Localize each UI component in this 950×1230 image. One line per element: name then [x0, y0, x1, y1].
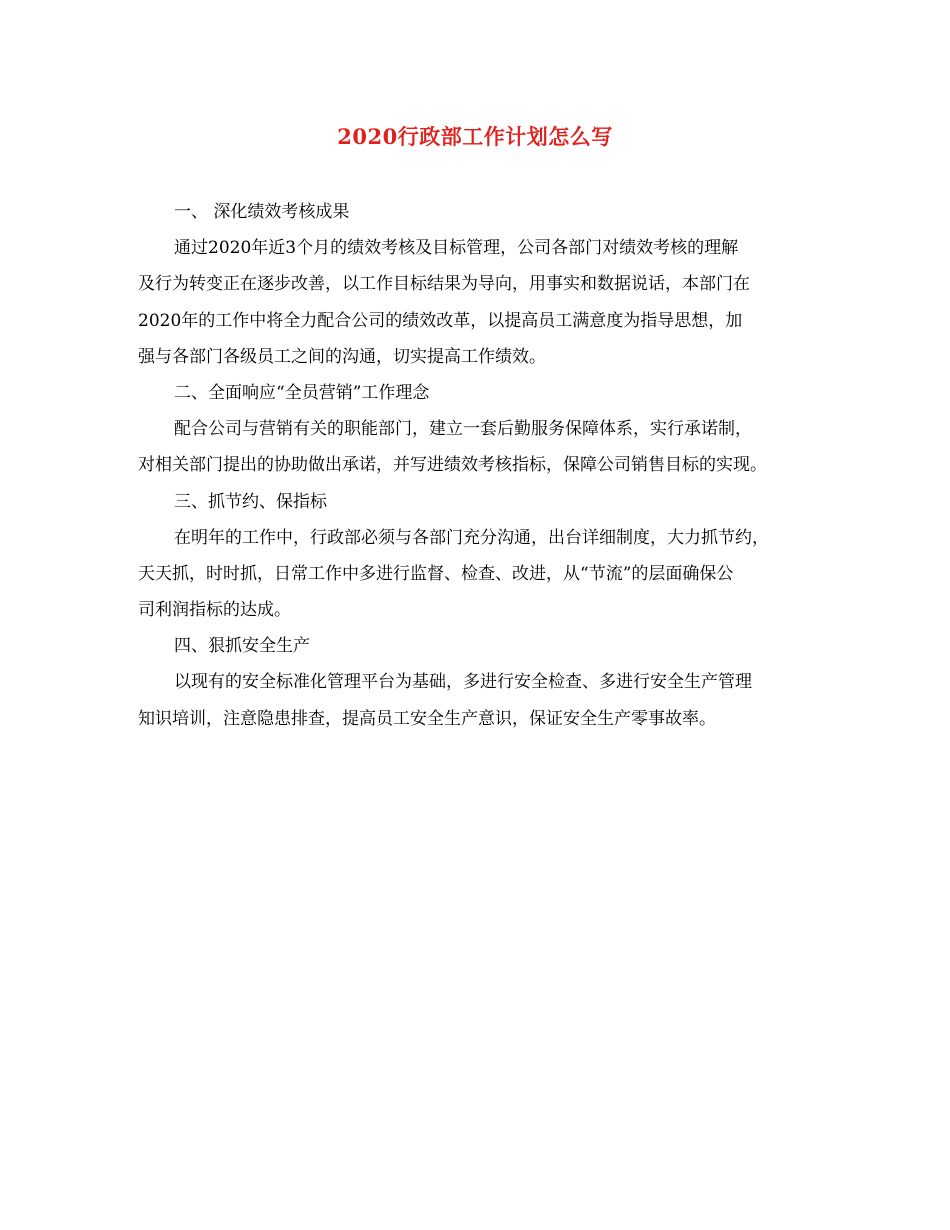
section-heading: 四、狠抓安全生产: [174, 636, 310, 657]
paragraph-line: 配合公司与营销有关的职能部门，建立一套后勤服务保障体系，实行承诺制，: [174, 419, 752, 440]
paragraph-line: 强与各部门各级员工之间的沟通，切实提高工作绩效。: [138, 346, 546, 367]
document-title: 2020行政部工作计划怎么写: [337, 124, 613, 149]
section-heading: 一、 深化绩效考核成果: [174, 202, 350, 222]
paragraph-line: 2020年的工作中将全力配合公司的绩效改革，以提高员工满意度为指导思想，加: [138, 310, 743, 331]
document-body: [138, 194, 826, 737]
paragraph-line: 通过2020年近3个月的绩效考核及目标管理，公司各部门对绩效考核的理解: [174, 238, 739, 259]
paragraph-line: 及行为转变正在逐步改善，以工作目标结果为导向，用事实和数据说话，本部门在: [138, 274, 750, 295]
section-heading: 三、抓节约、保指标: [174, 491, 327, 512]
paragraph-line: 在明年的工作中，行政部必须与各部门充分沟通，出台详细制度，大力抓节约，: [174, 527, 769, 548]
paragraph-line: 以现有的安全标准化管理平台为基础，多进行安全检查、多进行安全生产管理: [174, 672, 752, 693]
paragraph-line: 天天抓，时时抓，日常工作中多进行监督、检查、改进，从“节流”的层面确保公: [138, 563, 734, 584]
paragraph-line: 对相关部门提出的协助做出承诺，并写进绩效考核指标，保障公司销售目标的实现。: [138, 455, 767, 476]
paragraph-line: 知识培训，注意隐患排查，提高员工安全生产意识，保证安全生产零事故率。: [138, 708, 716, 729]
paragraph-line: 司利润指标的达成。: [138, 600, 291, 621]
section-heading: 二、全面响应“全员营销”工作理念: [174, 382, 430, 403]
